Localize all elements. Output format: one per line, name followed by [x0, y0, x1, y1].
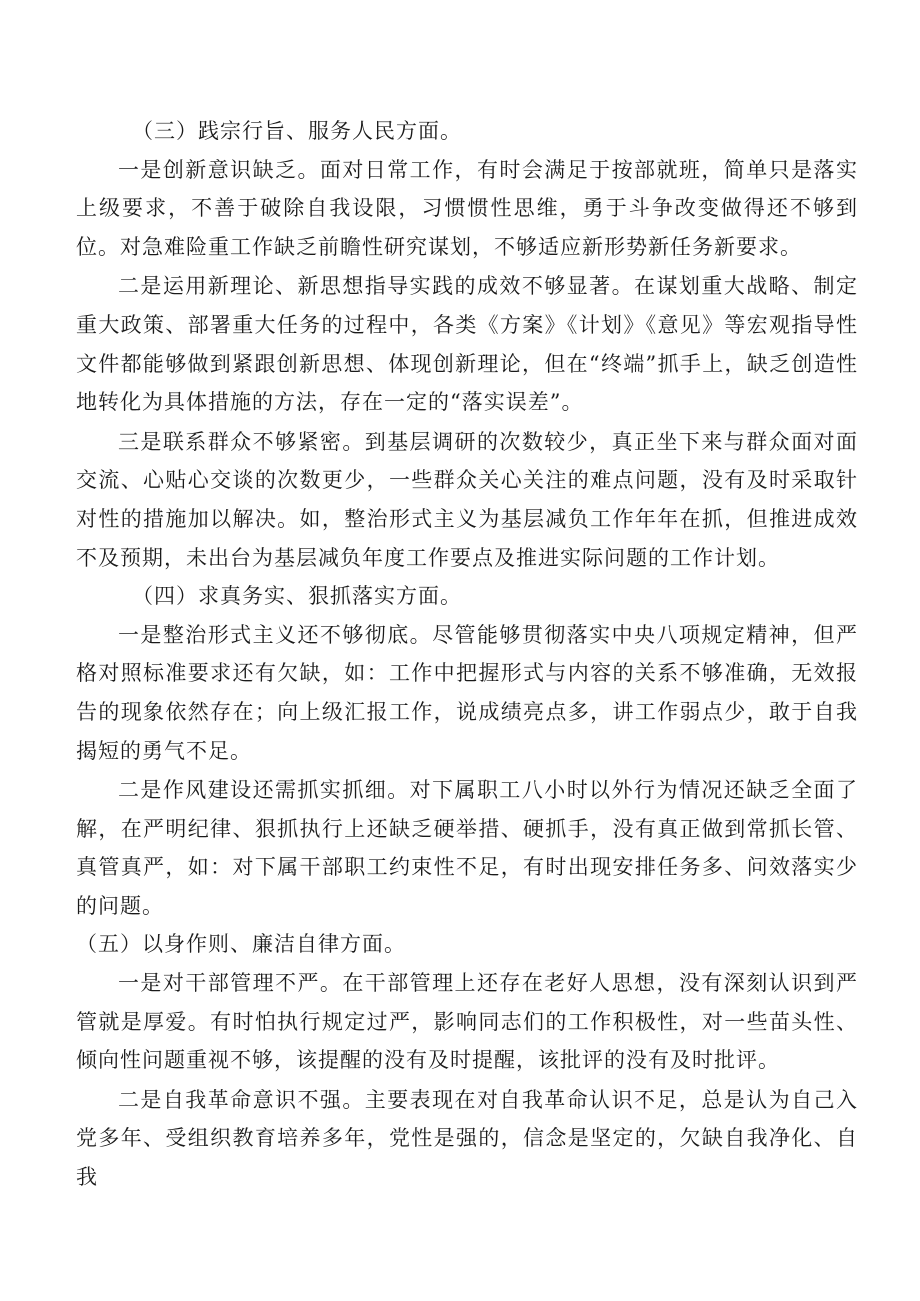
paragraph: 二是作风建设还需抓实抓细。对下属职工八小时以外行为情况还缺乏全面了解，在严明纪律、狠抓执行上还缺乏硬举措、硬抓手，没有真正做到常抓长管、真管真严，如：对下属干部职工约束性不足，有时出现安排任务多、问效落实少的问题。	[76, 778, 858, 918]
paragraph: 一是创新意识缺乏。面对日常工作，有时会满足于按部就班，简单只是落实上级要求，不善于破除自我设限，习惯惯性思维，勇于斗争改变做得还不够到位。对急难险重工作缺乏前瞻性研究谋划，不够适应新形势新任务新要求。	[76, 157, 858, 259]
section-heading-3: （三）践宗行旨、服务人民方面。	[132, 119, 462, 143]
paragraph: 二是自我革命意识不强。主要表现在对自我革命认识不足，总是认为自己入党多年、受组织教育培养多年，党性是强的，信念是坚定的，欠缺自我净化、自我	[76, 1087, 858, 1190]
paragraph: 一是整治形式主义还不够彻底。尽管能够贯彻落实中央八项规定精神，但严格对照标准要求还有欠缺，如：工作中把握形式与内容的关系不够准确，无效报告的现象依然存在；向上级汇报工作，说成绩亮点多，讲工作弱点少，敢于自我揭短的勇气不足。	[76, 622, 858, 763]
paragraph: 一是对干部管理不严。在干部管理上还存在老好人思想，没有深刻认识到严管就是厚爱。有时怕执行规定过严，影响同志们的工作积极性，对一些苗头性、倾向性问题重视不够，该提醒的没有及时提醒，该批评的没有及时批评。	[76, 971, 858, 1073]
paragraph: 三是联系群众不够紧密。到基层调研的次数较少，真正坐下来与群众面对面交流、心贴心交谈的次数更少，一些群众关心关注的难点问题，没有及时采取针对性的措施加以解决。如，整治形式主义为基层减负工作年年在抓，但推进成效不及预期，未出台为基层减负年度工作要点及推进实际问题的工作计划。	[76, 429, 858, 570]
paragraph: 二是运用新理论、新思想指导实践的成效不够显著。在谋划重大战略、制定重大政策、部署重大任务的过程中，各类《方案》《计划》《意见》等宏观指导性文件都能够做到紧跟创新思想、体现创新理论，但在“终端”抓手上，缺乏创造性地转化为具体措施的方法，存在一定的“落实误差”。	[76, 274, 858, 415]
section-heading-5: （五）以身作则、廉洁自律方面。	[76, 932, 406, 957]
section-heading-4: （四）求真务实、狠抓落实方面。	[132, 584, 462, 609]
